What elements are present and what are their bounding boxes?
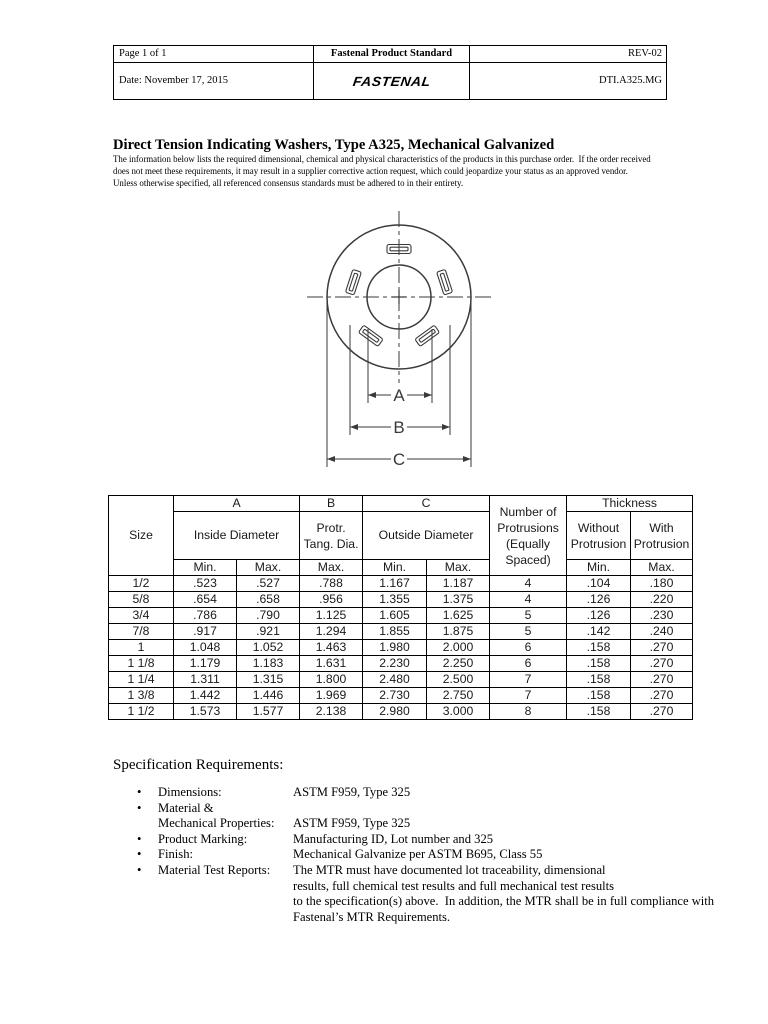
- header-line: Spaced): [505, 552, 551, 567]
- protrusions-cell: 5: [490, 608, 567, 624]
- dimension-b-label: B: [393, 418, 405, 437]
- with-protrusion-header: [631, 512, 693, 560]
- c-max-cell: 1.187: [427, 576, 490, 592]
- b-max-cell: 1.631: [300, 656, 363, 672]
- header-line: Tang. Dia.: [303, 536, 359, 551]
- spec-value: results, full chemical test results and full mechanical test results: [293, 878, 615, 893]
- b-max-cell: 1.800: [300, 672, 363, 688]
- table-body: [109, 576, 693, 720]
- bullet-icon: [137, 863, 141, 879]
- thickness-max-cell: .270: [631, 672, 693, 688]
- protr-tang-dia-header: [300, 512, 363, 560]
- outside-diameter-header: Outside Diameter: [363, 512, 490, 560]
- protrusion: [345, 269, 361, 295]
- protrusions-cell: 6: [490, 656, 567, 672]
- b-max-cell: .788: [300, 576, 363, 592]
- c-max-cell: 3.000: [427, 704, 490, 720]
- list-item: [0, 785, 768, 801]
- a-min-cell: 1.573: [174, 704, 237, 720]
- header-line: Protrusion: [570, 536, 627, 551]
- c-min-cell: 2.230: [363, 656, 427, 672]
- protrusions-cell: 7: [490, 672, 567, 688]
- intro-line: Unless otherwise specified, all referenced consensus standards must be adhered to in their entirety.: [113, 178, 464, 188]
- inside-diameter-header: Inside Diameter: [174, 512, 300, 560]
- fastenal-logo: [313, 62, 470, 99]
- table-header-row: [109, 512, 693, 560]
- revision: REV-02: [627, 48, 662, 59]
- a-max-cell: 1.052: [237, 640, 300, 656]
- protrusion: [437, 269, 453, 295]
- spec-label: Material &: [158, 800, 214, 815]
- table-row: [109, 640, 693, 656]
- a-max-cell: 1.183: [237, 656, 300, 672]
- protrusions-cell: 7: [490, 688, 567, 704]
- thickness-header: Thickness: [567, 496, 693, 512]
- b-max-cell: .956: [300, 592, 363, 608]
- min-max-header: Min.: [567, 560, 631, 576]
- washer-diagram: [300, 205, 500, 475]
- thickness-max-cell: .270: [631, 688, 693, 704]
- size-cell: 7/8: [109, 624, 174, 640]
- thickness-min-cell: .104: [567, 576, 631, 592]
- a-max-cell: 1.577: [237, 704, 300, 720]
- thickness-max-cell: .220: [631, 592, 693, 608]
- a-min-cell: .917: [174, 624, 237, 640]
- thickness-max-cell: .270: [631, 640, 693, 656]
- bullet-icon: [137, 832, 141, 848]
- c-header: C: [363, 496, 490, 512]
- b-max-cell: 1.463: [300, 640, 363, 656]
- without-protrusion-header: [567, 512, 631, 560]
- spec-heading: Specification Requirements:: [113, 757, 284, 773]
- size-cell: 3/4: [109, 608, 174, 624]
- c-min-cell: 1.355: [363, 592, 427, 608]
- list-item-continuation: [0, 910, 768, 926]
- intro-paragraph: [113, 153, 651, 189]
- thickness-min-cell: .158: [567, 672, 631, 688]
- table-row: [109, 624, 693, 640]
- c-max-cell: 1.625: [427, 608, 490, 624]
- a-max-cell: .658: [237, 592, 300, 608]
- min-max-header: Min.: [174, 560, 237, 576]
- c-min-cell: 1.605: [363, 608, 427, 624]
- min-max-header: Min.: [363, 560, 427, 576]
- list-item: [0, 816, 768, 832]
- a-max-cell: .921: [237, 624, 300, 640]
- size-cell: 1: [109, 640, 174, 656]
- size-cell: 1/2: [109, 576, 174, 592]
- spec-label: Dimensions:: [158, 785, 222, 799]
- thickness-min-cell: .126: [567, 608, 631, 624]
- b-max-cell: 1.294: [300, 624, 363, 640]
- header-line: (Equally: [506, 536, 551, 551]
- header-line: Protrusions: [497, 520, 559, 535]
- c-max-cell: 1.875: [427, 624, 490, 640]
- size-cell: 5/8: [109, 592, 174, 608]
- a-min-cell: .654: [174, 592, 237, 608]
- table-row: [109, 688, 693, 704]
- dimension-c-label: C: [392, 450, 406, 469]
- size-cell: 1 1/2: [109, 704, 174, 720]
- c-min-cell: 2.980: [363, 704, 427, 720]
- dimensions-table: [108, 495, 693, 720]
- header-line: Number of: [499, 504, 557, 519]
- header-line: Without: [577, 520, 620, 535]
- spec-label: Mechanical Properties:: [158, 816, 275, 831]
- intro-line: does not meet these requirements, it may result in a supplier corrective action request, which could jeopardize your status as an approved vendor.: [113, 166, 628, 176]
- c-max-cell: 2.250: [427, 656, 490, 672]
- spec-value: Manufacturing ID, Lot number and 325: [293, 831, 494, 846]
- thickness-max-cell: .230: [631, 608, 693, 624]
- spec-label: Material Test Reports:: [158, 862, 271, 877]
- standard-name: Fastenal Product Standard: [313, 46, 470, 62]
- thickness-max-cell: .270: [631, 656, 693, 672]
- c-min-cell: 2.480: [363, 672, 427, 688]
- size-cell: 1 1/4: [109, 672, 174, 688]
- a-max-cell: .527: [237, 576, 300, 592]
- spec-value: Fastenal’s MTR Requirements.: [293, 909, 451, 924]
- list-item-continuation: [0, 894, 768, 910]
- header-line: Protr.: [316, 520, 346, 535]
- a-min-cell: 1.311: [174, 672, 237, 688]
- page-number: Page 1 of 1: [119, 48, 167, 59]
- b-max-cell: 2.138: [300, 704, 363, 720]
- b-max-cell: 1.969: [300, 688, 363, 704]
- a-min-cell: .523: [174, 576, 237, 592]
- protrusion: [358, 325, 383, 346]
- min-max-header: Max.: [300, 560, 363, 576]
- a-max-cell: 1.315: [237, 672, 300, 688]
- table-row: [109, 672, 693, 688]
- table-row: [109, 576, 693, 592]
- bullet-icon: [137, 801, 141, 817]
- a-max-cell: 1.446: [237, 688, 300, 704]
- thickness-min-cell: .142: [567, 624, 631, 640]
- spec-value: Mechanical Galvanize per ASTM B695, Class 55: [293, 847, 543, 862]
- c-max-cell: 2.750: [427, 688, 490, 704]
- document-date: Date: November 17, 2015: [114, 62, 313, 99]
- logo-wordmark: FASTENAL: [351, 73, 432, 89]
- thickness-max-cell: .270: [631, 704, 693, 720]
- bullet-icon: [137, 785, 141, 801]
- page-title: Direct Tension Indicating Washers, Type A325, Mechanical Galvanized: [113, 137, 555, 153]
- table-header-row: [109, 496, 693, 512]
- spec-label: Finish:: [158, 847, 193, 862]
- c-max-cell: 1.375: [427, 592, 490, 608]
- spec-value: The MTR must have documented lot traceability, dimensional: [293, 862, 606, 877]
- thickness-max-cell: .180: [631, 576, 693, 592]
- list-item: [0, 801, 768, 817]
- b-max-cell: 1.125: [300, 608, 363, 624]
- list-item-continuation: [0, 879, 768, 895]
- spec-value: ASTM F959, Type 325: [293, 816, 411, 831]
- a-max-cell: .790: [237, 608, 300, 624]
- a-min-cell: 1.442: [174, 688, 237, 704]
- table-row: [109, 704, 693, 720]
- c-min-cell: 1.855: [363, 624, 427, 640]
- table-row: [109, 656, 693, 672]
- size-header: Size: [109, 496, 174, 576]
- header-line: Protrusion: [633, 536, 690, 551]
- spec-label: Product Marking:: [158, 831, 248, 846]
- min-max-header: Max.: [237, 560, 300, 576]
- spec-list: [0, 785, 768, 925]
- spec-value: to the specification(s) above. In addition, the MTR shall be in full compliance with: [293, 894, 715, 909]
- c-max-cell: 2.000: [427, 640, 490, 656]
- a-min-cell: 1.048: [174, 640, 237, 656]
- protrusion: [415, 325, 440, 346]
- document-header: [113, 45, 667, 100]
- thickness-min-cell: .158: [567, 656, 631, 672]
- list-item: [0, 863, 768, 879]
- list-item: [0, 847, 768, 863]
- header-line: With: [649, 520, 674, 535]
- protrusions-cell: 4: [490, 576, 567, 592]
- c-min-cell: 2.730: [363, 688, 427, 704]
- dimension-a-label: A: [393, 386, 405, 405]
- a-min-cell: 1.179: [174, 656, 237, 672]
- protrusions-header: [490, 496, 567, 576]
- bullet-icon: [137, 847, 141, 863]
- a-min-cell: .786: [174, 608, 237, 624]
- document-id: DTI.A325.MG: [470, 62, 666, 99]
- min-max-header: Max.: [427, 560, 490, 576]
- intro-line: The information below lists the required dimensional, chemical and physical characteristics of the products in this purchase order. If the order received: [113, 154, 651, 164]
- protrusions-cell: 6: [490, 640, 567, 656]
- thickness-max-cell: .240: [631, 624, 693, 640]
- table-row: [109, 608, 693, 624]
- size-cell: 1 3/8: [109, 688, 174, 704]
- table-header-row: [109, 560, 693, 576]
- thickness-min-cell: .126: [567, 592, 631, 608]
- thickness-min-cell: .158: [567, 688, 631, 704]
- c-min-cell: 1.167: [363, 576, 427, 592]
- c-min-cell: 1.980: [363, 640, 427, 656]
- min-max-header: Max.: [631, 560, 693, 576]
- thickness-min-cell: .158: [567, 640, 631, 656]
- protrusions-cell: 4: [490, 592, 567, 608]
- center-mark: [392, 290, 406, 304]
- c-max-cell: 2.500: [427, 672, 490, 688]
- size-cell: 1 1/8: [109, 656, 174, 672]
- thickness-min-cell: .158: [567, 704, 631, 720]
- spec-value: ASTM F959, Type 325: [293, 785, 411, 799]
- list-item: [0, 832, 768, 848]
- b-header: B: [300, 496, 363, 512]
- table-row: [109, 592, 693, 608]
- protrusions-cell: 5: [490, 624, 567, 640]
- protrusions-cell: 8: [490, 704, 567, 720]
- a-header: A: [174, 496, 300, 512]
